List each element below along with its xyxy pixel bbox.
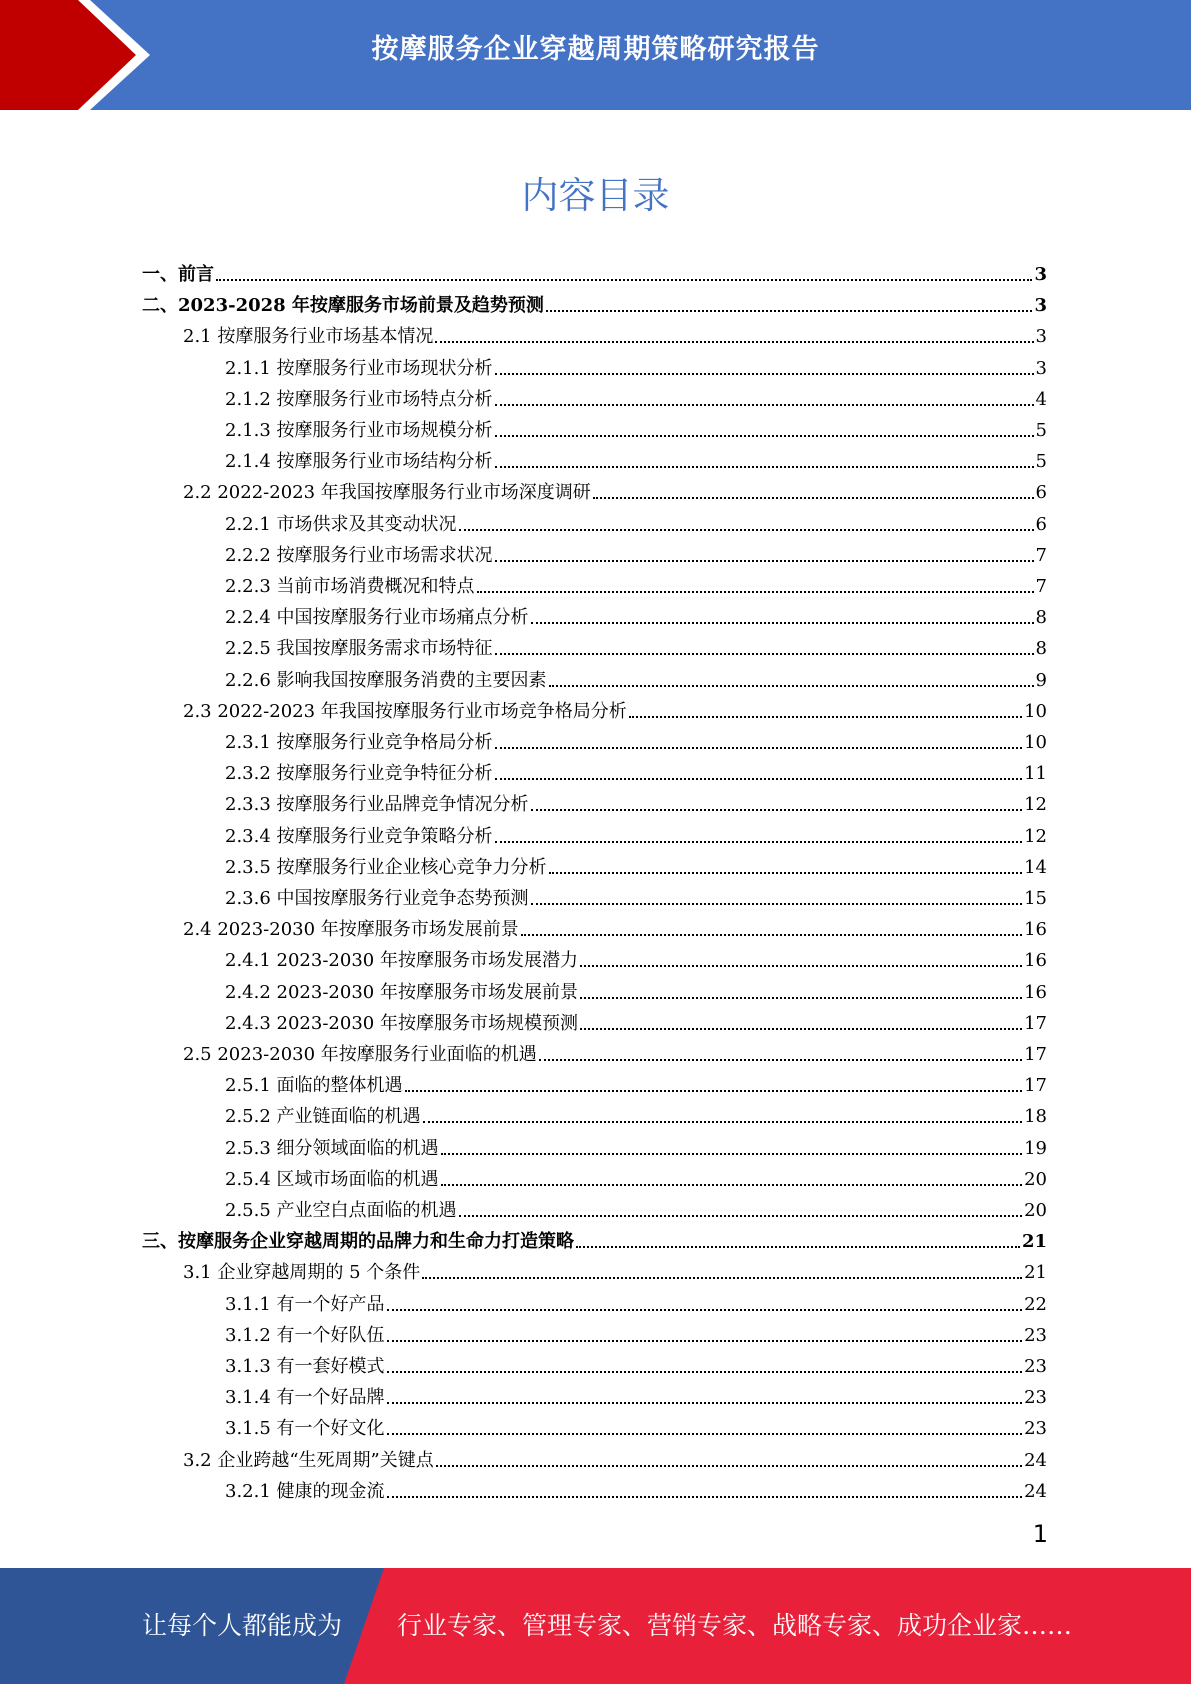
toc-entry-label: 2.2.1 市场供求及其变动状况 <box>225 513 457 535</box>
toc-entry[interactable] <box>225 785 1047 816</box>
toc-entry[interactable] <box>225 754 1047 785</box>
toc-dot-leader <box>495 373 1034 375</box>
toc-entry-label: 二、2023-2028 年按摩服务市场前景及趋势预测 <box>142 295 544 317</box>
toc-entry-label: 2.2.2 按摩服务行业市场需求状况 <box>225 544 493 566</box>
toc-entry-page: 10 <box>1024 700 1047 722</box>
toc-dot-leader <box>531 903 1023 905</box>
toc-entry[interactable] <box>142 286 1047 317</box>
toc-entry-label: 2.3.5 按摩服务行业企业核心竞争力分析 <box>225 856 547 878</box>
toc-entry[interactable] <box>142 255 1047 286</box>
toc-entry-page: 3 <box>1035 326 1047 348</box>
toc-entry-label: 2.1.1 按摩服务行业市场现状分析 <box>225 357 493 379</box>
toc-entry-page: 7 <box>1035 544 1047 566</box>
toc-entry-page: 11 <box>1024 763 1047 785</box>
toc-dot-leader <box>387 1402 1023 1404</box>
toc-entry-page: 10 <box>1024 732 1047 753</box>
toc-entry-label: 一、前言 <box>142 264 214 285</box>
toc-dot-leader <box>436 1465 1022 1467</box>
toc-entry[interactable] <box>225 1097 1047 1128</box>
page-number: 1 <box>1032 1520 1048 1548</box>
toc-entry[interactable] <box>183 1035 1047 1066</box>
toc-entry-label: 2.5.2 产业链面临的机遇 <box>225 1106 421 1128</box>
toc-entry-label: 3.1.4 有一个好品牌 <box>225 1387 385 1409</box>
toc-entry-page: 7 <box>1035 576 1047 597</box>
toc-entry-label: 3.2.1 健康的现金流 <box>225 1480 385 1502</box>
toc-entry-page: 3 <box>1034 264 1047 285</box>
toc-entry-label: 2.5.1 面临的整体机遇 <box>225 1075 403 1097</box>
toc-entry-label: 2.2.6 影响我国按摩服务消费的主要因素 <box>225 669 547 691</box>
toc-entry[interactable] <box>142 1222 1047 1253</box>
toc-dot-leader <box>549 685 1034 687</box>
toc-entry-page: 3 <box>1035 357 1047 379</box>
toc-entry[interactable] <box>225 598 1047 629</box>
toc-entry-label: 2.2.5 我国按摩服务需求市场特征 <box>225 638 493 660</box>
toc-dot-leader <box>495 747 1023 749</box>
toc-dot-leader <box>580 965 1022 967</box>
toc-entry-page: 23 <box>1024 1324 1047 1346</box>
toc-dot-leader <box>459 529 1034 531</box>
toc-entry-page: 19 <box>1024 1137 1047 1159</box>
toc-entry[interactable] <box>225 1066 1047 1097</box>
toc-heading: 内容目录 <box>521 174 670 217</box>
toc-entry-page: 15 <box>1024 888 1047 909</box>
toc-entry-label: 2.4.1 2023-2030 年按摩服务市场发展潜力 <box>225 950 578 972</box>
toc-dot-leader <box>423 1121 1023 1123</box>
toc-entry[interactable] <box>225 1316 1047 1347</box>
toc-dot-leader <box>521 934 1022 936</box>
toc-dot-leader <box>435 341 1033 343</box>
toc-entry-label: 2.5.5 产业空白点面临的机遇 <box>225 1200 457 1221</box>
toc-entry-label: 2.3.6 中国按摩服务行业竞争态势预测 <box>225 888 529 909</box>
toc-entry[interactable] <box>225 536 1047 567</box>
toc-entry-label: 2.3 2022-2023 年我国按摩服务行业市场竞争格局分析 <box>183 700 627 722</box>
toc-dot-leader <box>405 1090 1023 1092</box>
footer-banner <box>0 1568 1191 1684</box>
toc-entry-page: 20 <box>1024 1200 1047 1221</box>
footer-slogan-right: 行业专家、管理专家、营销专家、战略专家、成功企业家…… <box>397 1611 1073 1640</box>
toc-dot-leader <box>580 1028 1022 1030</box>
toc-entry-label: 2.3.3 按摩服务行业品牌竞争情况分析 <box>225 794 529 816</box>
toc-entry-label: 2.1 按摩服务行业市场基本情况 <box>183 326 434 348</box>
toc-entry-label: 3.1.2 有一个好队伍 <box>225 1324 385 1346</box>
toc-dot-leader <box>495 841 1023 843</box>
toc-entry[interactable] <box>225 817 1047 848</box>
toc-entry-page: 8 <box>1035 607 1047 629</box>
toc-entry[interactable] <box>225 1129 1047 1160</box>
toc-dot-leader <box>495 653 1034 655</box>
toc-entry[interactable] <box>225 1347 1047 1378</box>
toc-entry-page: 9 <box>1035 669 1047 691</box>
toc-dot-leader <box>539 1059 1022 1061</box>
toc-entry-page: 5 <box>1035 451 1047 473</box>
toc-entry[interactable] <box>225 1191 1047 1222</box>
toc-entry-label: 2.1.3 按摩服务行业市场规模分析 <box>225 420 493 441</box>
toc-entry-page: 12 <box>1024 794 1047 816</box>
toc-entry-page: 6 <box>1035 482 1047 504</box>
toc-entry-label: 2.1.4 按摩服务行业市场结构分析 <box>225 451 493 473</box>
toc-entry-page: 16 <box>1024 981 1047 1003</box>
toc-entry[interactable] <box>225 973 1047 1004</box>
toc-dot-leader <box>387 1433 1023 1435</box>
toc-entry-label: 3.1 企业穿越周期的 5 个条件 <box>183 1262 421 1284</box>
toc-entry-label: 3.1.5 有一个好文化 <box>225 1418 385 1440</box>
toc-dot-leader <box>580 997 1022 999</box>
toc-entry-page: 18 <box>1024 1106 1047 1128</box>
header-banner <box>0 0 1191 110</box>
toc-entry[interactable] <box>225 629 1047 660</box>
toc-entry-label: 2.2.3 当前市场消费概况和特点 <box>225 576 475 597</box>
toc-entry-label: 3.1.1 有一个好产品 <box>225 1293 385 1315</box>
toc-dot-leader <box>629 716 1022 718</box>
toc-entry[interactable] <box>225 941 1047 972</box>
toc-dot-leader <box>495 560 1034 562</box>
toc-entry-page: 21 <box>1021 1231 1047 1253</box>
toc-entry-label: 2.2 2022-2023 年我国按摩服务行业市场深度调研 <box>183 482 591 504</box>
toc-entry[interactable] <box>183 317 1047 348</box>
toc-entry-label: 2.2.4 中国按摩服务行业市场痛点分析 <box>225 607 529 629</box>
toc-dot-leader <box>576 1246 1020 1248</box>
toc-entry-label: 2.3.4 按摩服务行业竞争策略分析 <box>225 825 493 847</box>
toc-entry[interactable] <box>183 910 1047 941</box>
toc-entry[interactable] <box>183 692 1047 723</box>
toc-entry-page: 23 <box>1024 1418 1047 1440</box>
toc-dot-leader <box>531 809 1023 811</box>
toc-entry[interactable] <box>225 848 1047 879</box>
toc-entry-label: 2.5.3 细分领域面临的机遇 <box>225 1137 439 1159</box>
toc-entry[interactable] <box>225 1004 1047 1035</box>
toc-entry[interactable] <box>225 411 1047 442</box>
toc-entry[interactable] <box>225 1409 1047 1440</box>
toc-entry[interactable] <box>225 505 1047 536</box>
toc-dot-leader <box>441 1153 1023 1155</box>
report-title: 按摩服务企业穿越周期策略研究报告 <box>371 34 820 65</box>
toc-entry[interactable] <box>225 1160 1047 1191</box>
toc-entry[interactable] <box>225 661 1047 692</box>
toc-dot-leader <box>593 497 1034 499</box>
toc-entry[interactable] <box>183 1253 1047 1284</box>
toc-dot-leader <box>387 1371 1023 1373</box>
toc-dot-leader <box>441 1184 1023 1186</box>
toc-entry-page: 24 <box>1024 1449 1047 1471</box>
toc-dot-leader <box>531 622 1034 624</box>
toc-entry-label: 2.4 2023-2030 年按摩服务市场发展前景 <box>183 919 519 941</box>
toc-entry-page: 17 <box>1024 1012 1047 1034</box>
toc-entry-page: 17 <box>1024 1075 1047 1097</box>
toc-entry-page: 3 <box>1034 295 1047 317</box>
toc-entry-label: 2.5 2023-2030 年按摩服务行业面临的机遇 <box>183 1044 537 1065</box>
toc-entry-label: 三、按摩服务企业穿越周期的品牌力和生命力打造策略 <box>142 1231 574 1253</box>
toc-entry[interactable] <box>225 380 1047 411</box>
toc-entry-page: 23 <box>1024 1356 1047 1377</box>
toc-entry[interactable] <box>225 879 1047 910</box>
toc-entry[interactable] <box>183 473 1047 504</box>
toc-entry-page: 6 <box>1035 513 1047 535</box>
toc-dot-leader <box>495 466 1034 468</box>
toc-dot-leader <box>459 1215 1023 1217</box>
toc-entry-label: 2.4.3 2023-2030 年按摩服务市场规模预测 <box>225 1012 578 1034</box>
toc-dot-leader <box>495 435 1034 437</box>
toc-entry[interactable] <box>225 567 1047 598</box>
toc-entry-page: 12 <box>1024 825 1047 847</box>
toc-dot-leader <box>387 1496 1023 1498</box>
toc-entry-label: 3.1.3 有一套好模式 <box>225 1356 385 1377</box>
toc-dot-leader <box>422 1277 1022 1279</box>
toc-dot-leader <box>216 279 1032 281</box>
toc-entry-page: 23 <box>1024 1387 1047 1409</box>
toc-entry-page: 8 <box>1035 638 1047 660</box>
toc-entry-label: 2.3.2 按摩服务行业竞争特征分析 <box>225 763 493 785</box>
toc-entry[interactable] <box>225 1378 1047 1409</box>
toc-dot-leader <box>549 872 1023 874</box>
toc-dot-leader <box>495 404 1034 406</box>
toc-entry-page: 20 <box>1024 1168 1047 1190</box>
toc-entry-page: 14 <box>1024 856 1047 878</box>
footer-slogan-left: 让每个人都能成为 <box>142 1611 343 1640</box>
toc-dot-leader <box>495 778 1023 780</box>
toc-dot-leader <box>387 1309 1023 1311</box>
toc-dot-leader <box>546 310 1033 312</box>
toc-entry-page: 24 <box>1024 1480 1047 1502</box>
toc-entry-label: 3.2 企业跨越“生死周期”关键点 <box>183 1449 434 1471</box>
toc-entry-page: 22 <box>1024 1293 1047 1315</box>
toc-entry-page: 16 <box>1024 919 1047 941</box>
toc-entry-label: 2.5.4 区域市场面临的机遇 <box>225 1168 439 1190</box>
toc-entry[interactable] <box>225 349 1047 380</box>
toc-entry-page: 17 <box>1024 1044 1047 1065</box>
toc-entry-label: 2.3.1 按摩服务行业竞争格局分析 <box>225 732 493 753</box>
toc-entry[interactable] <box>225 1285 1047 1316</box>
toc-entry-page: 4 <box>1035 388 1047 410</box>
toc-entry[interactable] <box>183 1441 1047 1472</box>
toc-entry-page: 21 <box>1024 1262 1047 1284</box>
toc-entry-page: 5 <box>1035 420 1047 441</box>
toc-dot-leader <box>387 1340 1023 1342</box>
toc-entry[interactable] <box>225 723 1047 754</box>
toc-entry[interactable] <box>225 1472 1047 1503</box>
toc-entry-label: 2.1.2 按摩服务行业市场特点分析 <box>225 388 493 410</box>
toc-entry-label: 2.4.2 2023-2030 年按摩服务市场发展前景 <box>225 981 578 1003</box>
toc-entry-page: 16 <box>1024 950 1047 972</box>
toc-entry[interactable] <box>225 442 1047 473</box>
toc-dot-leader <box>477 591 1034 593</box>
